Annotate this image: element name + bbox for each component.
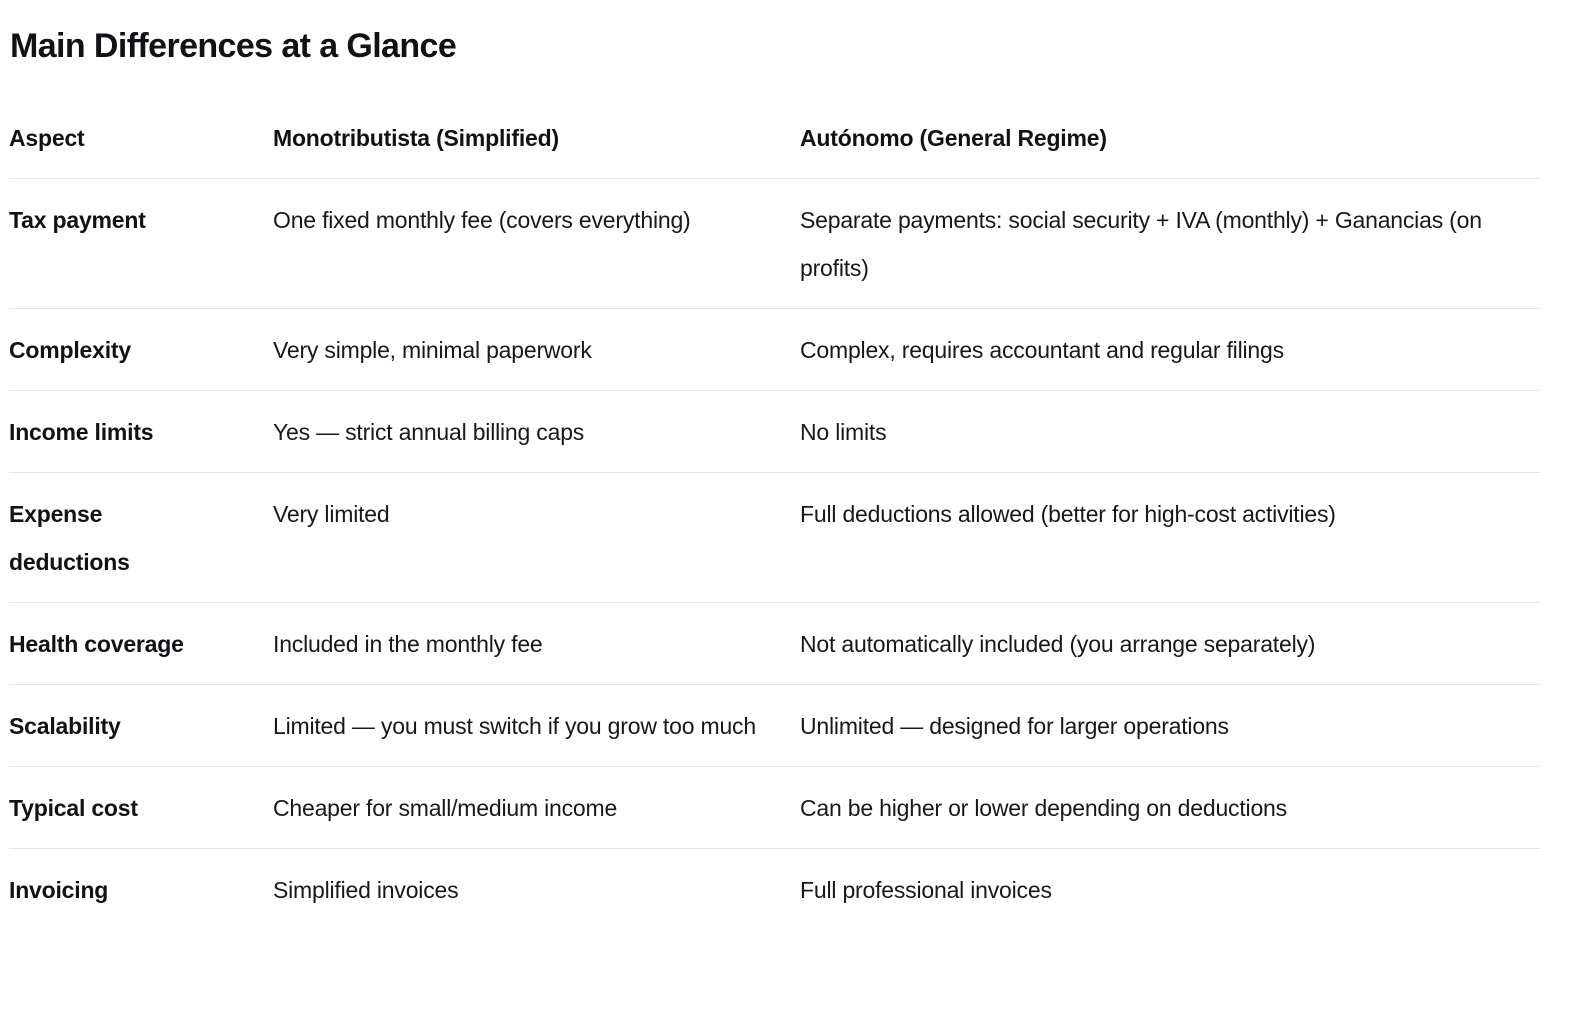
monotributista-cell: Simplified invoices	[273, 877, 459, 903]
autonomo-cell: Full professional invoices	[800, 877, 1052, 903]
monotributista-cell: One fixed monthly fee (covers everything)	[273, 207, 691, 233]
aspect-cell: Typical cost	[9, 795, 138, 821]
aspect-cell: Expense deductions	[9, 501, 130, 575]
table-row	[9, 767, 1541, 849]
autonomo-cell: No limits	[800, 419, 887, 445]
table-row	[9, 391, 1541, 473]
autonomo-cell: Unlimited — designed for larger operations	[800, 713, 1229, 739]
document-content	[9, 26, 1541, 930]
autonomo-cell: Complex, requires accountant and regular filings	[800, 337, 1284, 363]
aspect-cell: Income limits	[9, 419, 154, 445]
monotributista-cell: Limited — you must switch if you grow too much	[273, 713, 756, 739]
autonomo-cell: Full deductions allowed (better for high-cost activities)	[800, 501, 1336, 527]
table-row	[9, 603, 1541, 685]
monotributista-cell: Yes — strict annual billing caps	[273, 419, 585, 445]
comparison-table	[9, 67, 1541, 930]
table-row	[9, 179, 1541, 309]
monotributista-cell: Included in the monthly fee	[273, 631, 543, 657]
autonomo-cell: Can be higher or lower depending on deductions	[800, 795, 1287, 821]
table-row	[9, 309, 1541, 391]
monotributista-cell: Cheaper for small/medium income	[273, 795, 618, 821]
aspect-cell: Health coverage	[9, 631, 184, 657]
autonomo-cell: Separate payments: social security + IVA (monthly) + Ganancias (on profits)	[800, 207, 1482, 281]
table-row	[9, 849, 1541, 930]
aspect-cell: Tax payment	[9, 207, 146, 233]
table-row	[9, 685, 1541, 767]
column-header-autonomo: Autónomo (General Regime)	[800, 125, 1107, 151]
aspect-cell: Complexity	[9, 337, 131, 363]
page-title: Main Differences at a Glance	[10, 27, 457, 65]
aspect-cell: Invoicing	[9, 877, 109, 903]
column-header-monotributista: Monotributista (Simplified)	[273, 125, 559, 151]
aspect-cell: Scalability	[9, 713, 121, 739]
autonomo-cell: Not automatically included (you arrange separately)	[800, 631, 1316, 657]
table-row	[9, 473, 1541, 603]
monotributista-cell: Very limited	[273, 501, 390, 527]
table-header-row	[9, 67, 1541, 179]
monotributista-cell: Very simple, minimal paperwork	[273, 337, 592, 363]
column-header-aspect: Aspect	[9, 125, 85, 151]
